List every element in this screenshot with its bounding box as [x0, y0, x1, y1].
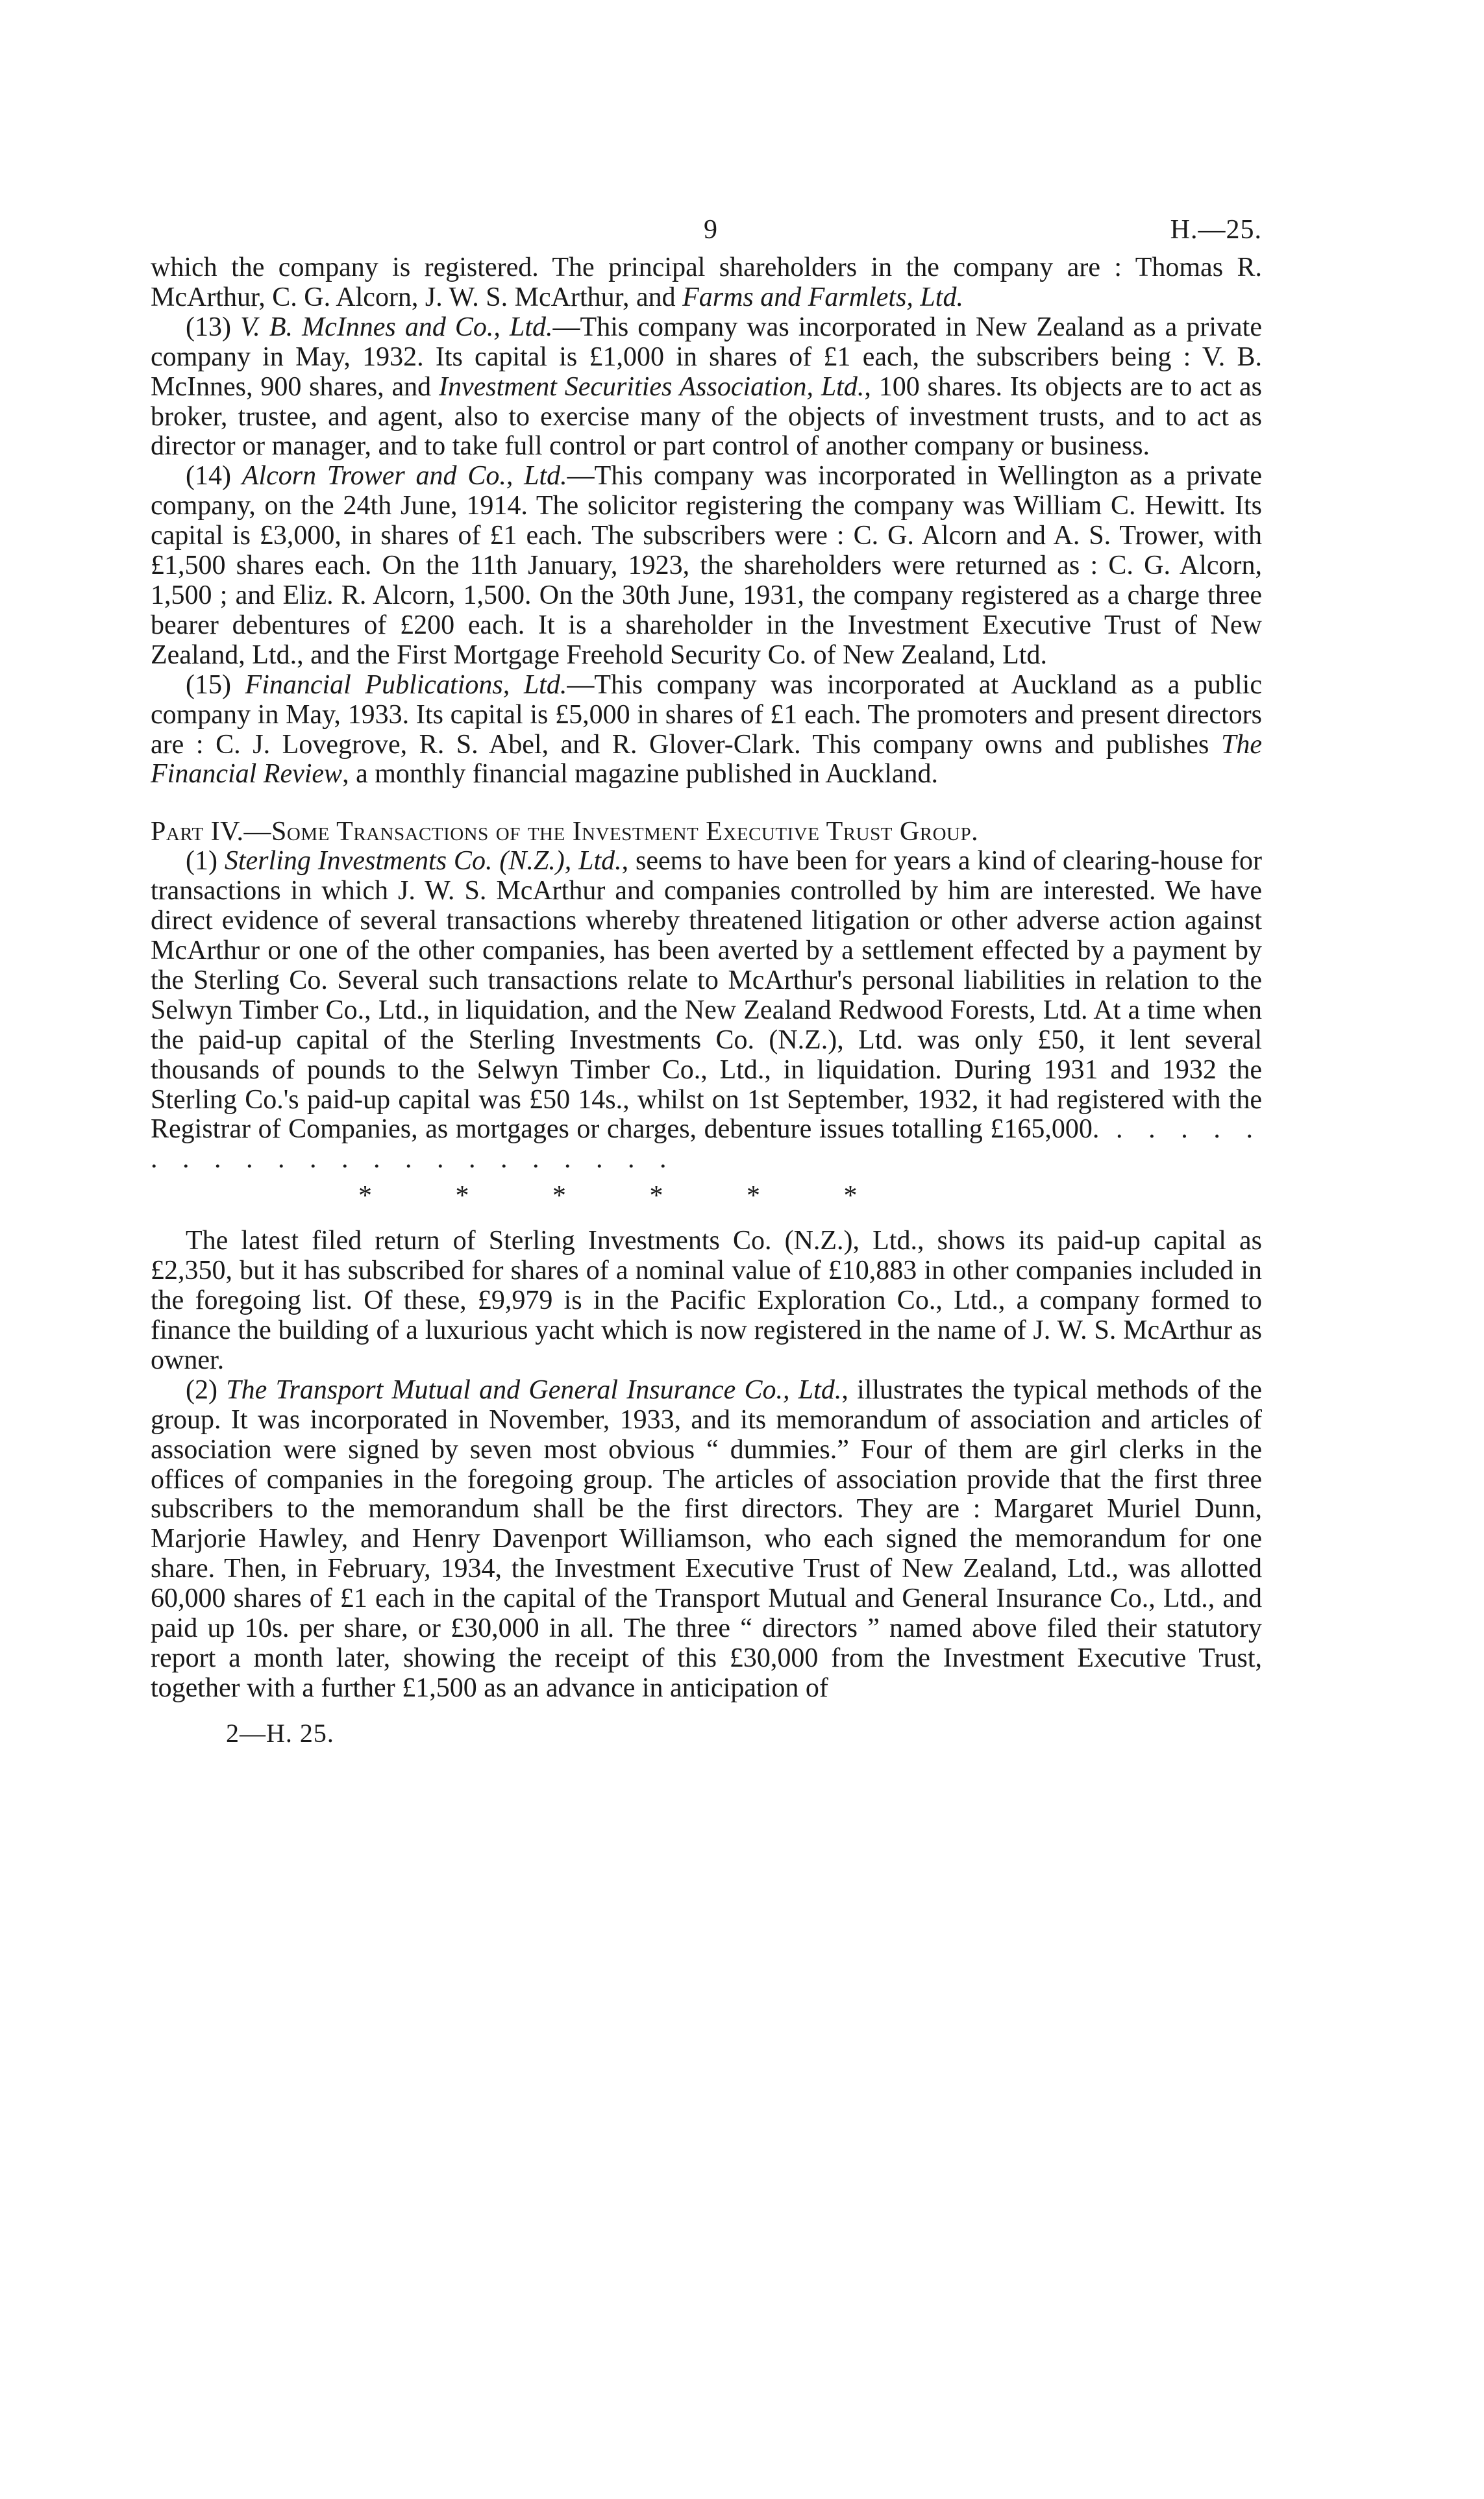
paragraph-italic: Farms and Farmlets, Ltd. — [682, 282, 963, 312]
paragraph-number: (13) — [186, 312, 241, 342]
company-name: V. B. McInnes and Co., Ltd. — [240, 312, 553, 342]
publication-title: The Financial Review — [151, 729, 1262, 789]
part-iv-heading: Part IV.—Some Transactions of the Investment Executive Trust Group. — [151, 817, 979, 847]
paragraph-number: (1) — [186, 846, 225, 877]
company-name-secondary: Investment Securities Association, Ltd. — [438, 371, 865, 402]
company-name: Sterling Investments Co. (N.Z.), Ltd. — [224, 846, 622, 877]
paragraph-iv-2 — [151, 1376, 1262, 1704]
paragraph-latest-return: The latest filed return of Sterling Investments Co. (N.Z.), Ltd., shows its paid-up capital as £2,350, but it has subscribed for shares of a nominal value of £10,883 in other companies included in the foregoing list. Of these, £9,979 is in the Pacific Exploration Co., Ltd., a company formed to finance the building of a luxurious yacht which is now registered in the name of J. W. S. McArthur as owner. — [151, 1226, 1262, 1375]
company-name: Alcorn Trower and Co., Ltd. — [241, 461, 567, 491]
paragraph-13 — [151, 313, 1262, 462]
paragraph-15 — [151, 671, 1262, 790]
paragraph-text: —This company was incorporated in New Zealand as a private company in May, 1932. Its capital is £1,000 in shares of £1 each, the subscribers being : V. B. McInnes, 900 shares, and — [151, 312, 1262, 402]
page-footer: 2—H. 25. — [226, 1718, 334, 1748]
paragraph-text: , seems to have been for years a kind of clearing-house for transactions in which J. W. S. McArthur and companies controlled by him are interested. We have direct evidence of several transactions whereby threatened litigation or other adverse action against McArthur or one of the other companies, has been averted by a settlement effected by a payment by the Sterling Co. Several such transactions relate to McArthur's personal liabilities in relation to the Selwyn Timber Co., Ltd., in liquidation, and the New Zealand Redwood Forests, Ltd. At a time when the paid-up capital of the Sterling Investments Co. (N.Z.), Ltd. was only £50, it lent several thousands of pounds to the Selwyn Timber Co., Ltd., in liquidation. During 1931 and 1932 the Sterling Co.'s paid-up capital was £50 14s., whilst on 1st September, 1932, it had registered with the Registrar of Companies, as mortgages or charges, debenture issues totalling £165,000. — [151, 846, 1262, 1145]
asterisk-separator: * * * * * * — [358, 1181, 858, 1212]
paragraph-continuation — [151, 253, 1262, 313]
paragraph-text: , illustrates the typical methods of the group. It was incorporated in November, 1933, and its memorandum of association and articles of association were signed by seven most obvious “ dummies.” Four of them are girl clerks in the offices of companies in the foregoing group. The articles of association provide that the first three subscribers to the memorandum shall be the first directors. They are : Margaret Muriel Dunn, Marjorie Hawley, and Henry Davenport Williamson, who each signed the memorandum for one share. Then, in February, 1934, the Investment Executive Trust of New Zealand, Ltd., was allotted 60,000 shares of £1 each in the capital of the Transport Mutual and General Insurance Co., Ltd., and paid up 10s. per share, or £30,000 in all. The three “ directors ” named above filed their statutory report a month later, showing the receipt of this £30,000 from the Investment Executive Trust, together with a further £1,500 as an advance in anticipation of — [151, 1374, 1262, 1703]
dot-leader: . . . . . . . . . . . . . . . . . . . . . . — [151, 1114, 1263, 1175]
paragraph-tail: , a monthly financial magazine published in Auckland. — [342, 759, 939, 789]
page-number: 9 — [704, 215, 717, 245]
paragraph-number: (15) — [186, 669, 245, 700]
paragraph-14 — [151, 462, 1262, 670]
document-page — [151, 214, 1262, 1748]
document-reference: H.—25. — [1170, 215, 1262, 245]
company-name: Financial Publications, Ltd. — [245, 669, 567, 700]
company-name: The Transport Mutual and General Insurance Co., Ltd. — [226, 1374, 842, 1405]
paragraph-text: —This company was incorporated at Auckland as a public company in May, 1933. Its capital is £5,000 in shares of £1 each. The promoters and present directors are : C. J. Lovegrove, R. S. Abel, and R. Glover-Clark. This company owns and publishes — [151, 669, 1262, 760]
paragraph-number: (2) — [186, 1374, 227, 1405]
paragraph-text: which the company is registered. The principal shareholders in the company are : Thomas R. McArthur, C. G. Alcorn, J. W. S. McArthur, and — [151, 253, 1262, 312]
paragraph-tail: , 100 shares. Its objects are to act as broker, trustee, and agent, also to exercise many of the objects of investment trusts, and to act as director or manager, and to take full control or part control of another company or business. — [151, 371, 1262, 462]
paragraph-text: —This company was incorporated in Wellington as a private company, on the 24th June, 1914. The solicitor registering the company was William C. Hewitt. Its capital is £3,000, in shares of £1 each. The subscribers were : C. G. Alcorn and A. S. Trower, with £1,500 shares each. On the 11th January, 1923, the shareholders were returned as : C. G. Alcorn, 1,500 ; and Eliz. R. Alcorn, 1,500. On the 30th June, 1931, the company registered as a charge three bearer debentures of £200 each. It is a shareholder in the Investment Executive Trust of New Zealand, Ltd., and the First Mortgage Freehold Security Co. of New Zealand, Ltd. — [151, 461, 1262, 670]
page-header — [151, 214, 1262, 253]
paragraph-number: (14) — [186, 461, 242, 491]
paragraph-iv-1 — [151, 847, 1262, 1175]
